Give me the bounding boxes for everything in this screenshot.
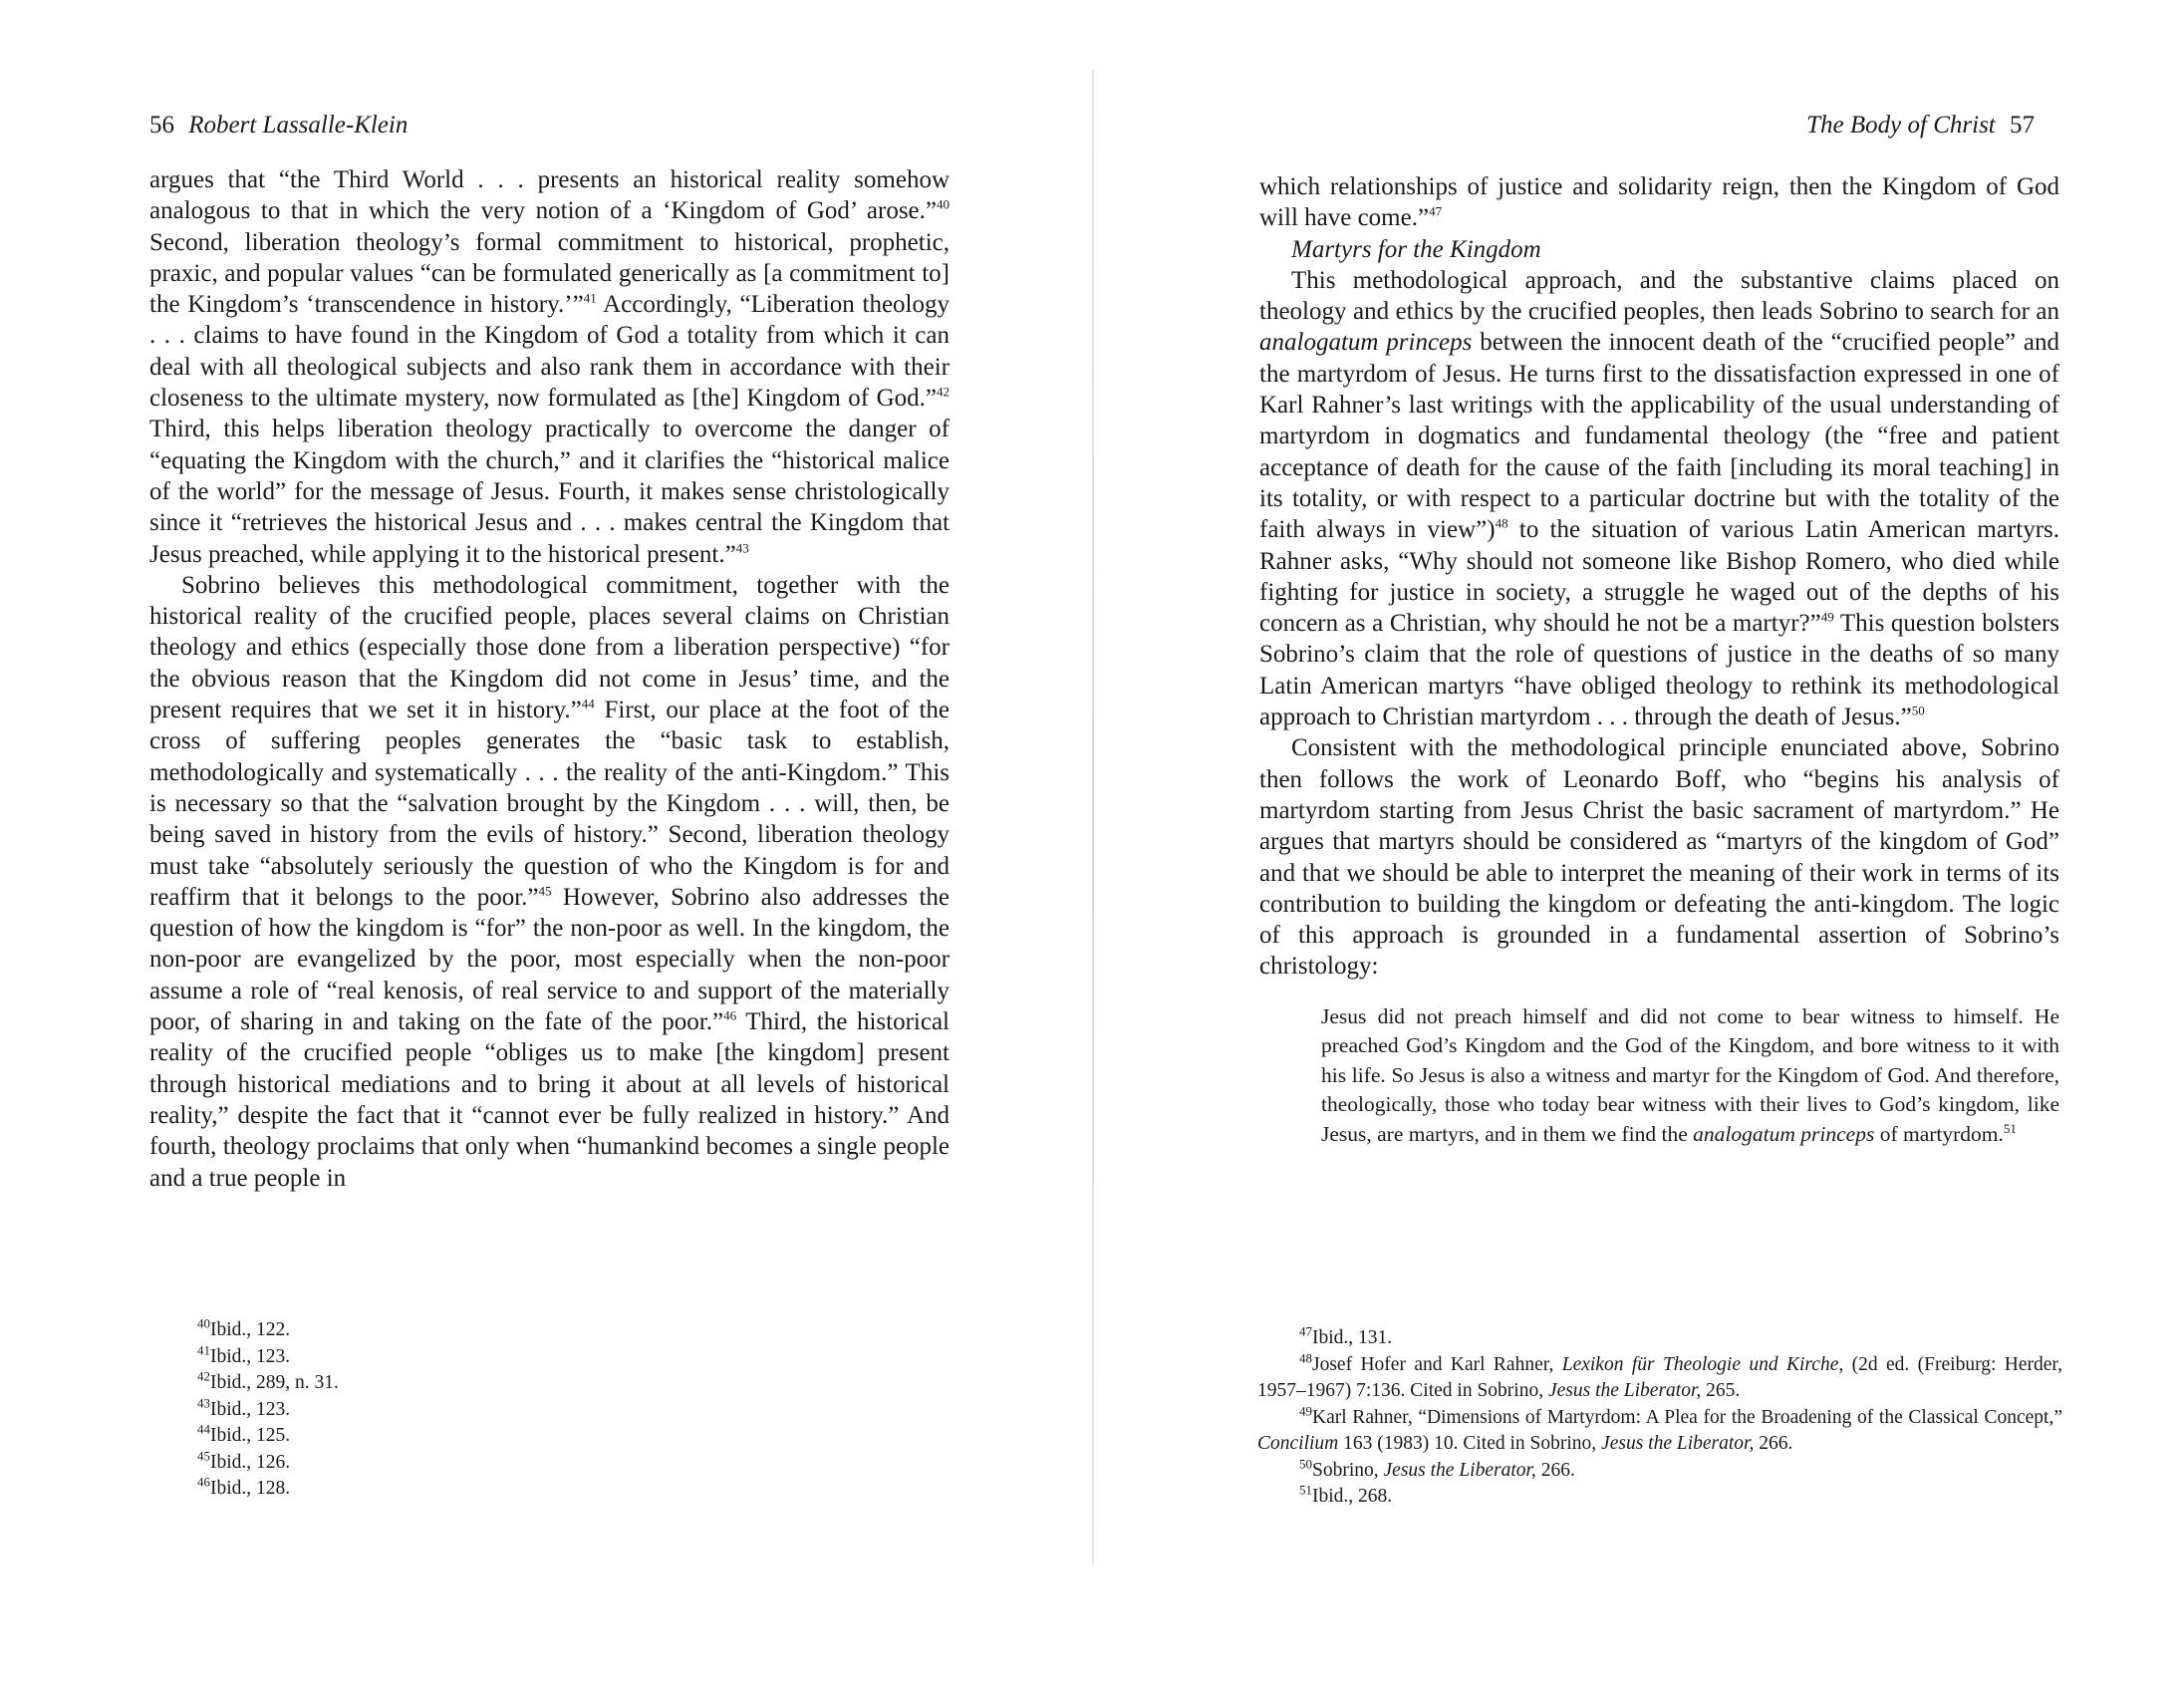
footnote-text: Ibid., 268. bbox=[1312, 1486, 1393, 1507]
text-run: Sobrino believes this methodological commitment, together with the historical reality of the crucified people, places several claims on Christian theology and ethics (especially those done from a liberation perspective) “for the obvious reason that the Kingdom did not come in Jesus’ time, and the present requires that we set it in history.” bbox=[149, 571, 950, 724]
footnote bbox=[1257, 1352, 2062, 1405]
footnote-text: 265. bbox=[1701, 1380, 1741, 1401]
footnote bbox=[197, 1476, 695, 1503]
footnote-ref: 50 bbox=[1911, 703, 1925, 718]
footnote-italic: Jesus the Liberator, bbox=[1383, 1459, 1536, 1481]
footnote-number: 51 bbox=[1299, 1482, 1312, 1498]
text-run: Accordingly, “Liberation theology . . . claims to have found in the Kingdom of God a totality from which it can deal with all theological subjects and also rank them in accordance with their closeness to the ultimate mystery, now formulated as [the] Kingdom of God.” bbox=[149, 291, 950, 413]
footnote-ref: 48 bbox=[1495, 515, 1508, 531]
footnote bbox=[1257, 1405, 2062, 1458]
footnote-ref: 42 bbox=[937, 384, 950, 400]
italic-term: analogatum princeps bbox=[1693, 1121, 1875, 1146]
footnote-text: Ibid., 122. bbox=[210, 1319, 291, 1340]
footnote-ref: 43 bbox=[735, 540, 749, 556]
right-page-number: 57 bbox=[2010, 112, 2035, 139]
footnote-number: 49 bbox=[1299, 1403, 1312, 1418]
footnote-number: 41 bbox=[197, 1342, 210, 1357]
right-running-head bbox=[1437, 112, 2035, 140]
footnote-text: Ibid., 131. bbox=[1312, 1327, 1393, 1348]
footnote bbox=[197, 1370, 695, 1397]
footnote-number: 44 bbox=[197, 1421, 210, 1437]
text-run: Third, this helps liberation theology practically to overcome the danger of “equating the Kingdom with the church,” and it clarifies the “historical malice of the world” for the message of Jesus. Fourth, it makes sense christologically since it “retrieves the historical Jesus and . . . makes central the Kingdom that Jesus preached, while applying it to the historical present.” bbox=[149, 416, 950, 568]
text-run: First, our place at the foot of the cross of suffering peoples generates the “basic task to establish, methodologically and systematically . . . the reality of the anti-Kingdom.” This is necessary so that the “salvation brought by the Kingdom . . . will, then, be being saved in history from the evils of history.” Second, liberation theology must take “absolutely seriously the question of who the Kingdom is for and reaffirm that it belongs to the poor.” bbox=[149, 697, 951, 911]
footnote-number: 42 bbox=[197, 1368, 210, 1384]
footnote-ref: 45 bbox=[538, 883, 552, 899]
footnote-text: Ibid., 128. bbox=[210, 1478, 291, 1499]
footnote-text: Ibid., 123. bbox=[210, 1345, 291, 1367]
footnote-ref: 40 bbox=[937, 196, 950, 212]
footnote bbox=[197, 1423, 695, 1450]
footnote-italic: Jesus the Liberator, bbox=[1547, 1380, 1702, 1401]
text-run: of martyrdom. bbox=[1874, 1121, 2004, 1146]
footnote bbox=[197, 1344, 695, 1371]
footnote-text: Ibid., 126. bbox=[210, 1451, 291, 1473]
footnote-number: 50 bbox=[1299, 1456, 1312, 1471]
right-page bbox=[1092, 0, 2184, 1698]
footnote-text: 266. bbox=[1535, 1459, 1575, 1481]
footnote bbox=[197, 1317, 695, 1344]
text-run: Second, liberation theology’s formal commitment to historical, prophetic, praxic, and popular values “can be formulated generically as [a commitment to] the Kingdom’s ‘transcendence in history.’” bbox=[149, 228, 950, 319]
footnote-text: Sobrino, bbox=[1312, 1459, 1384, 1481]
footnote-number: 48 bbox=[1299, 1350, 1312, 1365]
footnote-number: 40 bbox=[197, 1315, 210, 1331]
left-footnotes bbox=[197, 1317, 695, 1503]
block-quote bbox=[1321, 1002, 2059, 1150]
footnote-ref: 49 bbox=[1820, 609, 1834, 625]
right-continuation bbox=[1259, 171, 2059, 234]
right-body-text bbox=[1259, 171, 2059, 1149]
footnote-ref: 46 bbox=[723, 1007, 737, 1023]
left-body-text bbox=[149, 164, 950, 1194]
left-running-head bbox=[149, 112, 408, 140]
italic-term: analogatum princeps bbox=[1259, 329, 1473, 357]
text-run: which relationships of justice and solidarity reign, then the Kingdom of God will have come.” bbox=[1259, 173, 2059, 232]
footnote bbox=[197, 1450, 695, 1477]
footnote-text: Ibid., 125. bbox=[210, 1425, 291, 1446]
section-heading: Martyrs for the Kingdom bbox=[1291, 235, 1541, 263]
left-paragraph-2 bbox=[149, 570, 950, 1194]
footnote bbox=[1257, 1325, 2062, 1352]
text-run: between the innocent death of the “crucified people” and the martyrdom of Jesus. He turns first to the dissatisfaction expressed in one of Karl Rahner’s last writings with the applicability of the usual understanding of martyrdom in dogmatics and fundamental theology (the “free and patient acceptance of death for the cause of the faith [including its moral teaching] in its totality, or with respect to a particular doctrine but with the totality of the faith always in view”) bbox=[1259, 329, 2059, 544]
footnote-number: 45 bbox=[197, 1448, 210, 1463]
footnote-ref: 47 bbox=[1429, 203, 1443, 219]
right-running-title: The Body of Christ bbox=[1806, 112, 1996, 139]
footnote-italic: Jesus the Liberator, bbox=[1601, 1433, 1755, 1454]
footnote-text: 266. bbox=[1754, 1433, 1793, 1454]
footnote bbox=[197, 1397, 695, 1424]
footnote-text: (2d ed. (Freiburg: Herder, 1957–1967) 7:136. Cited in Sobrino, bbox=[1257, 1353, 2063, 1401]
text-run: However, Sobrino also addresses the question of how the kingdom is “for” the non-poor as well. In the kingdom, the non-poor are evangelized by the poor, most especially when the non-poor assume a role of “real kenosis, of real service to and support of the materially poor, of sharing in and taking on the fate of the poor.” bbox=[149, 883, 950, 1036]
left-page-number: 56 bbox=[149, 112, 174, 139]
footnote bbox=[1257, 1458, 2062, 1485]
right-footnotes bbox=[1257, 1325, 2062, 1511]
footnote-italic: Lexikon für Theologie und Kirche, bbox=[1561, 1353, 1844, 1375]
footnote-text: Josef Hofer and Karl Rahner, bbox=[1312, 1353, 1562, 1375]
footnote-italic: Concilium bbox=[1257, 1433, 1339, 1454]
left-running-title: Robert Lassalle-Klein bbox=[188, 112, 409, 139]
footnote-ref: 41 bbox=[583, 290, 597, 306]
footnote-text: 163 (1983) 10. Cited in Sobrino, bbox=[1338, 1433, 1602, 1454]
footnote bbox=[1257, 1484, 2062, 1511]
text-run: Jesus did not preach himself and did not come to bear witness to himself. He preached God’s Kingdom and the God of the Kingdom, and bore witness to it with his life. So Jesus is also a witness and martyr for the Kingdom of God. And therefore, theologically, those who today bear witness with their lives to God’s kingdom, like Jesus, are martyrs, and in them we find the bbox=[1321, 1003, 2059, 1146]
footnote-number: 47 bbox=[1299, 1323, 1312, 1339]
footnote-ref: 51 bbox=[2003, 1120, 2017, 1136]
text-run: Third, the historical reality of the crucified people “obliges us to make [the kingdom] present through historical mediations and to bring it about at all levels of historical reality,” despite the fact that it “cannot ever be fully realized in history.” And fourth, theology proclaims that only when “humankind becomes a single people and a true people in bbox=[149, 1008, 950, 1192]
right-paragraph-1 bbox=[1259, 265, 2059, 732]
text-run: This question bolsters Sobrino’s claim that the role of questions of justice in the deaths of so many Latin American martyrs “have obliged theology to rethink its methodological approach to Christian martyrdom . . . through the death of Jesus.” bbox=[1259, 610, 2059, 731]
footnote-number: 43 bbox=[197, 1395, 210, 1410]
footnote-ref: 44 bbox=[581, 696, 595, 711]
left-paragraph-1 bbox=[149, 164, 950, 570]
text-run: argues that “the Third World . . . presents an historical reality somehow analogous to that in which the very notion of a ‘Kingdom of God’ arose.” bbox=[149, 166, 950, 225]
footnote-number: 46 bbox=[197, 1474, 210, 1490]
text-run: This methodological approach, and the substantive claims placed on theology and ethics by the crucified peoples, then leads Sobrino to search for an bbox=[1259, 266, 2059, 326]
right-paragraph-2: Consistent with the methodological principle enunciated above, Sobrino then follows the work of Leonardo Boff, who “begins his analysis of martyrdom starting from Jesus Christ the basic sacrament of martyrdom.” He argues that martyrs should be considered as “martyrs of the kingdom of God” and that we should be able to interpret the meaning of their work in terms of its contribution to building the kingdom or defeating the anti-kingdom. The logic of this approach is grounded in a fundamental assertion of Sobrino’s christology: bbox=[1259, 734, 2059, 981]
footnote-text: Ibid., 123. bbox=[210, 1398, 291, 1420]
footnote-text: Ibid., 289, n. 31. bbox=[210, 1372, 339, 1393]
text-run: to the situation of various Latin American martyrs. Rahner asks, “Why should not someone like Bishop Romero, who died while fighting for justice in society, a struggle he waged out of the depths of his concern as a Christian, why should he not be a martyr?” bbox=[1259, 516, 2059, 638]
footnote-text: Karl Rahner, “Dimensions of Martyrdom: A Plea for the Broadening of the Classical Concept,” bbox=[1312, 1406, 2062, 1428]
